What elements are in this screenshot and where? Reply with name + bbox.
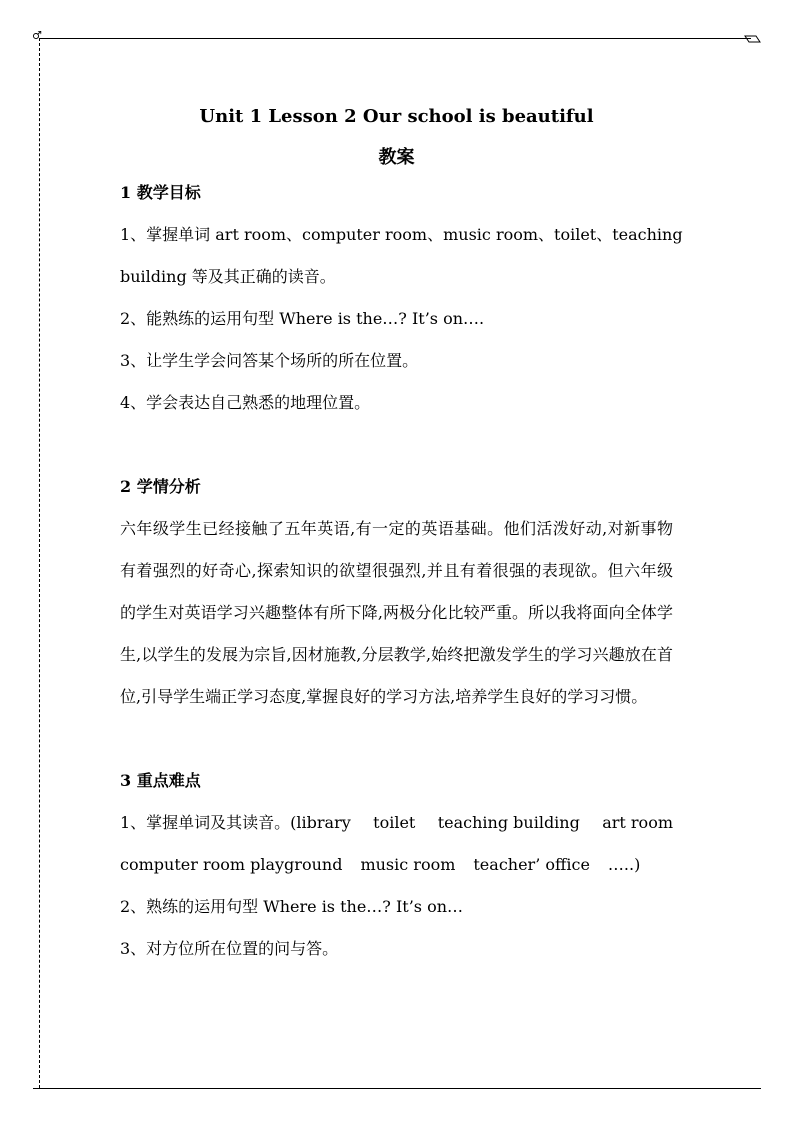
key-point-part: 1、掌握单词及其读音。(library [120, 813, 351, 832]
key-point-part: computer room playground [120, 855, 343, 874]
page-border-bottom [33, 1088, 761, 1089]
key-point-part: art room [602, 813, 673, 832]
corner-mark-icon: ♂ [32, 29, 42, 42]
key-point-item-continued [120, 844, 673, 886]
page-fold-icon [744, 34, 762, 44]
key-point-part: teaching building [437, 813, 580, 832]
page-border-left [39, 38, 40, 1088]
section-key-points [120, 760, 673, 970]
section-heading: 3 重点难点 [120, 771, 201, 790]
document-subtitle: 教案 [378, 147, 415, 168]
section-teaching-goals [120, 172, 683, 424]
goal-item: 3、让学生学会问答某个场所的所在位置。 [120, 351, 419, 370]
key-point-part: …..) [607, 855, 641, 874]
section-heading: 2 学情分析 [120, 477, 201, 496]
key-point-item: 3、对方位所在位置的问与答。 [120, 939, 339, 958]
section-student-analysis [120, 466, 673, 718]
section-heading: 1 教学目标 [120, 183, 201, 202]
analysis-paragraph: 六年级学生已经接触了五年英语,有一定的英语基础。他们活泼好动,对新事物有着强烈的好奇心,探索知识的欲望很强烈,并且有着很强的表现欲。但六年级的学生对英语学习兴趣整体有所下降,两极分化比较严重。所以我将面向全体学生,以学生的发展为宗旨,因材施教,分层教学,始终把激发学生的学习兴趣放在首位,引导学生端正学习态度,掌握良好的学习方法,培养学生良好的学习习惯。 [120, 519, 673, 706]
key-point-part: teacher’ office [473, 855, 590, 874]
goal-item: 4、学会表达自己熟悉的地理位置。 [120, 393, 371, 412]
key-point-part: music room [360, 855, 456, 874]
document-title: Unit 1 Lesson 2 Our school is beautiful [199, 106, 594, 127]
key-point-item [120, 802, 673, 844]
page-border-top [39, 38, 751, 39]
blank-line [120, 718, 673, 760]
goal-item-continued: building 等及其正确的读音。 [120, 267, 336, 286]
document-body [120, 96, 683, 970]
goal-item: 2、能熟练的运用句型 Where is the…? It’s on…. [120, 309, 485, 328]
key-point-item: 2、熟练的运用句型 Where is the…? It’s on… [120, 897, 464, 916]
key-point-part: toilet [373, 813, 416, 832]
blank-line [120, 424, 673, 466]
goal-item: 1、掌握单词 art room、computer room、music room、toilet、teaching [120, 225, 683, 244]
